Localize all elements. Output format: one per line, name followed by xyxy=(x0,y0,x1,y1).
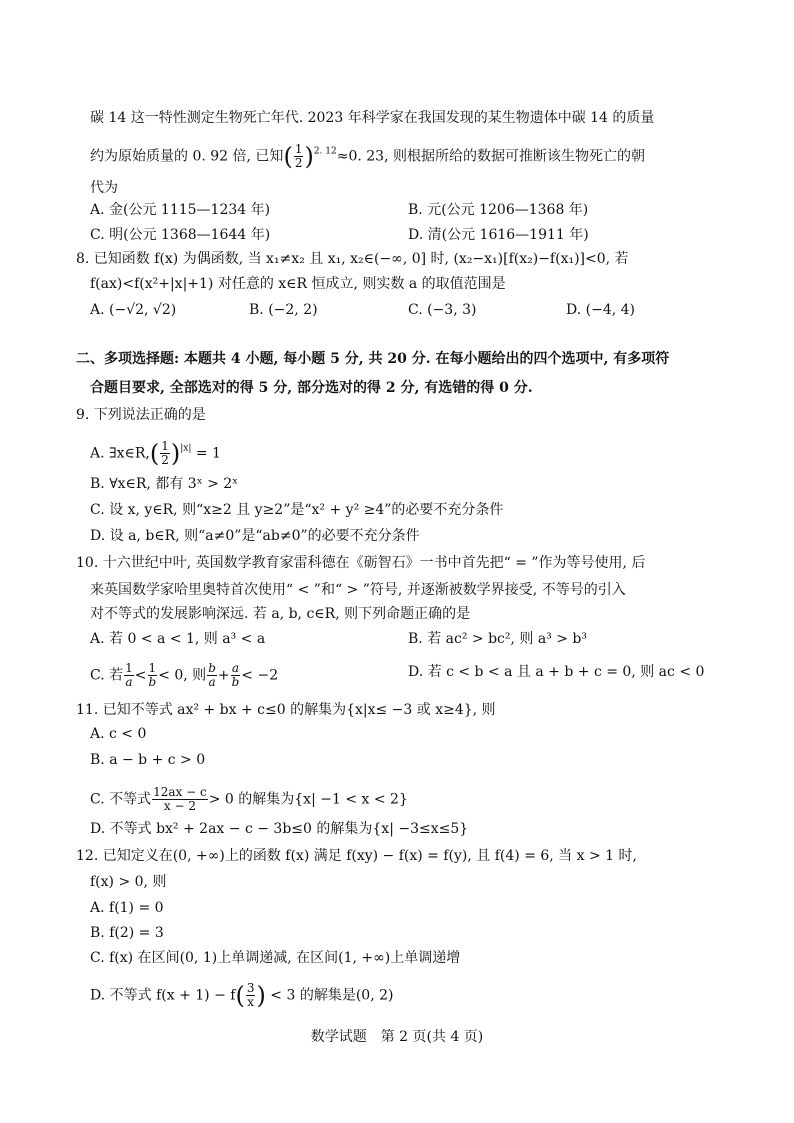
q7-exponent: 2. 12 xyxy=(313,146,337,157)
q12-line-2: f(x) > 0, 则 xyxy=(90,874,167,890)
q10-option-b: B. 若 ac² > bc², 则 a³ > b³ xyxy=(408,631,587,647)
q10-option-d: D. 若 c < b < a 且 a + b + c = 0, 则 ac < 0 xyxy=(408,664,705,680)
q12-option-a: A. f(1) = 0 xyxy=(90,900,164,916)
q11-option-d: D. 不等式 bx² + 2ax − c − 3b≤0 的解集为{x| −3≤x≤5} xyxy=(90,821,469,837)
q10-line-1: 10. 十六世纪中叶, 英国数学教育家雷科德在《砺智石》一书中首先把“ = ”作为等号使用, 后 xyxy=(76,555,646,571)
q7-option-a: A. 金(公元 1115—1234 年) xyxy=(90,202,271,218)
q12-option-d: D. 不等式 f(x + 1) − f( $\frac{3}{x}$ ) < 3 的解集是(0, 2) xyxy=(90,981,394,1010)
q9-option-a: A. ∃x∈R,( $\frac{1}{2}$ )$^{|x|}$ = 1 xyxy=(90,439,221,468)
q8-line-2: f(ax)<f(x²+|x|+1) 对任意的 x∈R 恒成立, 则实数 a 的取值范围是 xyxy=(90,276,506,292)
q12-line-1: 12. 已知定义在(0, +∞)上的函数 f(x) 满足 f(xy) − f(x) = f(y), 且 f(4) = 6, 当 x > 1 时, xyxy=(76,848,637,864)
q11-fraction: $\frac{12ax - c}{x - 2}$ xyxy=(153,785,207,813)
q8-option-a: A. (−√2, √2) xyxy=(90,302,177,318)
q10-option-a: A. 若 0 < a < 1, 则 a³ < a xyxy=(90,631,266,647)
q9-stem: 9. 下列说法正确的是 xyxy=(76,407,206,423)
q10-line-3: 对不等式的发展影响深远. 若 a, b, c∈R, 则下列命题正确的是 xyxy=(90,606,471,622)
q11-option-a: A. c < 0 xyxy=(90,726,147,742)
q12-option-c: C. f(x) 在区间(0, 1)上单调递减, 在区间(1, +∞)上单调递增 xyxy=(90,950,461,966)
q10-option-c: C. 若 $\frac{1}{a}$ < $\frac{1}{b}$ < 0, 则 $\frac{b}{a}$ + $\frac{a}{b}$ < −2 xyxy=(90,661,279,689)
q9-half-fraction: $\frac{1}{2}$ xyxy=(161,439,169,467)
q7-line-1: 碳 14 这一特性测定生物死亡年代. 2023 年科学家在我国发现的某生物遗体中碳 14 的质量 xyxy=(90,110,655,126)
section-2-heading-line-1: 二、多项选择题: 本题共 4 小题, 每小题 5 分, 共 20 分. 在每小题给出的四个选项中, 有多项符 xyxy=(76,351,670,367)
section-2-heading-line-2: 合题目要求, 全部选对的得 5 分, 部分选对的得 2 分, 有选错的得 0 分. xyxy=(90,380,533,396)
q8-option-c: C. (−3, 3) xyxy=(408,302,477,318)
q7-option-c: C. 明(公元 1368—1644 年) xyxy=(90,227,271,243)
q7-line-2: 约为原始质量的 0. 92 倍, 已知( $\frac{1}{2}$ )$^{2. 12}$≈0. 23, 则根据所给的数据可推断该生物死亡的朝 xyxy=(90,142,645,171)
q8-option-d: D. (−4, 4) xyxy=(566,302,635,318)
q9-option-d: D. 设 a, b∈R, 则“a≠0”是“ab≠0”的必要不充分条件 xyxy=(90,528,420,544)
q10-line-2: 来英国数学家哈里奥特首次使用“ < ”和“ > ”符号, 并逐渐被数学界接受, 不等号的引入 xyxy=(90,582,626,598)
q7-line-3: 代为 xyxy=(90,180,118,196)
q7-option-b: B. 元(公元 1206—1368 年) xyxy=(408,202,589,218)
q7-line-2-a: 约为原始质量的 0. 92 倍, 已知 xyxy=(90,148,284,165)
q11-stem: 11. 已知不等式 ax² + bx + c≤0 的解集为{x|x≤ −3 或 x≥4}, 则 xyxy=(76,702,496,718)
page-footer: 数学试题 第 2 页(共 4 页) xyxy=(310,1029,484,1045)
q7-option-d: D. 清(公元 1616—1911 年) xyxy=(408,227,589,243)
q8-option-b: B. (−2, 2) xyxy=(249,302,318,318)
q7-line-2-b: ≈0. 23, 则根据所给的数据可推断该生物死亡的朝 xyxy=(336,148,645,165)
q12-fraction: $\frac{3}{x}$ xyxy=(246,981,255,1009)
q12-option-b: B. f(2) = 3 xyxy=(90,925,164,941)
q9-option-b: B. ∀x∈R, 都有 3ˣ > 2ˣ xyxy=(90,476,239,492)
q8-line-1: 8. 已知函数 f(x) 为偶函数, 当 x₁≠x₂ 且 x₁, x₂∈(−∞, 0] 时, (x₂−x₁)[f(x₂)−f(x₁)]<0, 若 xyxy=(76,251,629,267)
q11-option-b: B. a − b + c > 0 xyxy=(90,752,206,768)
q9-option-c: C. 设 x, y∈R, 则“x≥2 且 y≥2”是“x² + y² ≥4”的必要不充分条件 xyxy=(90,502,504,518)
q7-half-fraction: $\frac{1}{2}$ xyxy=(294,142,303,170)
q11-option-c: C. 不等式 $\frac{12ax - c}{x - 2}$ > 0 的解集为{x| −1 < x < 2} xyxy=(90,785,408,813)
